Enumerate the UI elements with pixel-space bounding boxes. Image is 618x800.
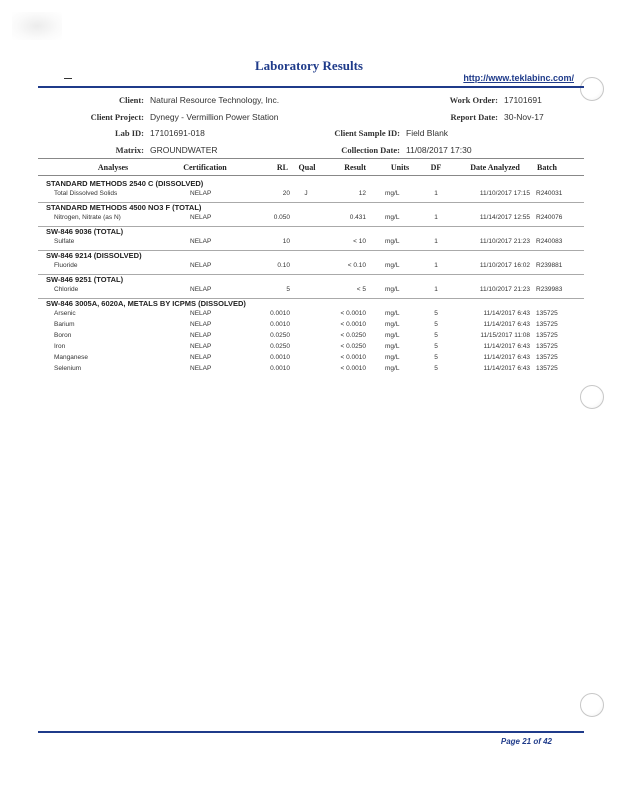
cell-rl: 10	[282, 238, 290, 245]
cell-result: < 0.0010	[340, 310, 366, 317]
col-date-analyzed: Date Analyzed	[470, 163, 520, 172]
punch-hole-bottom	[580, 693, 604, 717]
cell-certification: NELAP	[190, 354, 212, 361]
project-label: Client Project:	[90, 112, 144, 122]
cell-date-analyzed: 11/14/2017 6:43	[483, 365, 530, 372]
work-order-label: Work Order:	[449, 95, 498, 105]
cell-date-analyzed: 11/14/2017 6:43	[483, 310, 530, 317]
cell-rl: 0.0250	[270, 332, 290, 339]
cell-df: 1	[434, 286, 438, 293]
cell-result: < 0.0010	[340, 365, 366, 372]
cell-df: 1	[434, 238, 438, 245]
cell-rl: 0.050	[273, 214, 290, 221]
col-certification: Certification	[183, 163, 227, 172]
cell-units: mg/L	[385, 262, 400, 269]
cell-units: mg/L	[385, 343, 400, 350]
cell-analysis: Fluoride	[54, 262, 78, 269]
cell-certification: NELAP	[190, 190, 212, 197]
cell-date-analyzed: 11/14/2017 6:43	[483, 343, 530, 350]
cell-batch: 135725	[536, 343, 558, 350]
cell-rl: 0.0010	[270, 310, 290, 317]
col-df: DF	[430, 163, 442, 172]
column-header-rule	[38, 175, 584, 176]
cell-rl: 0.0010	[270, 365, 290, 372]
cell-batch: 135725	[536, 321, 558, 328]
cell-rl: 0.0010	[270, 321, 290, 328]
cell-units: mg/L	[385, 365, 400, 372]
cell-batch: 135725	[536, 354, 558, 361]
cell-analysis: Chloride	[54, 286, 79, 293]
cell-certification: NELAP	[190, 286, 212, 293]
cell-analysis: Arsenic	[54, 310, 76, 317]
cell-result: < 5	[356, 286, 366, 293]
cell-result: < 0.0250	[340, 332, 366, 339]
cell-batch: R240031	[536, 190, 563, 197]
lab-id-label: Lab ID:	[114, 128, 144, 138]
cell-analysis: Nitrogen, Nitrate (as N)	[54, 214, 121, 221]
cell-analysis: Total Dissolved Solids	[54, 190, 118, 197]
cell-batch: 135725	[536, 365, 558, 372]
cell-df: 5	[434, 310, 438, 317]
cell-certification: NELAP	[190, 214, 212, 221]
cell-batch: 135725	[536, 332, 558, 339]
dash-mark	[64, 78, 72, 79]
cell-date-analyzed: 11/14/2017 6:43	[483, 321, 530, 328]
cell-result: < 0.10	[347, 262, 366, 269]
collection-date-label: Collection Date:	[341, 145, 400, 155]
cell-batch: R240083	[536, 238, 563, 245]
col-qual: Qual	[298, 163, 316, 172]
punch-hole-top	[580, 77, 604, 101]
cell-analysis: Barium	[54, 321, 75, 328]
sample-id-label: Client Sample ID:	[334, 128, 400, 138]
cell-certification: NELAP	[190, 343, 212, 350]
lab-website-link[interactable]: http://www.teklabinc.com/	[463, 73, 574, 83]
section-title: SW-846 9251 (TOTAL)	[46, 275, 124, 284]
cell-rl: 0.10	[277, 262, 290, 269]
cell-batch: R240076	[536, 214, 563, 221]
cell-rl: 5	[286, 286, 290, 293]
cell-result: < 0.0010	[340, 321, 366, 328]
cell-date-analyzed: 11/10/2017 17:15	[479, 190, 530, 197]
cell-result: < 0.0010	[340, 354, 366, 361]
cell-date-analyzed: 11/14/2017 12:55	[479, 214, 530, 221]
cell-certification: NELAP	[190, 262, 212, 269]
project-value: Dynegy - Vermillion Power Station	[150, 112, 279, 122]
cell-date-analyzed: 11/14/2017 6:43	[483, 354, 530, 361]
cell-rl: 20	[282, 190, 290, 197]
cell-df: 5	[434, 343, 438, 350]
matrix-label: Matrix:	[115, 145, 144, 155]
cell-result: 12	[358, 190, 366, 197]
cell-df: 5	[434, 321, 438, 328]
cell-units: mg/L	[385, 354, 400, 361]
cell-result: < 0.0250	[340, 343, 366, 350]
section-title: SW-846 3005A, 6020A, METALS BY ICPMS (DISSOLVED)	[46, 299, 246, 308]
page-number: Page 21 of 42	[500, 737, 552, 746]
col-result: Result	[344, 163, 366, 172]
col-units: Units	[390, 163, 410, 172]
cell-df: 5	[434, 354, 438, 361]
footer-rule	[38, 731, 584, 733]
cell-result: < 10	[353, 238, 366, 245]
work-order-value: 17101691	[504, 95, 542, 105]
cell-analysis: Selenium	[54, 365, 82, 372]
cell-analysis: Manganese	[54, 354, 88, 361]
cell-units: mg/L	[385, 238, 400, 245]
scan-smudge	[12, 12, 62, 40]
header-rule-bottom	[38, 158, 584, 159]
cell-date-analyzed: 11/10/2017 21:23	[479, 286, 530, 293]
cell-df: 1	[434, 190, 438, 197]
cell-batch: R239983	[536, 286, 563, 293]
matrix-value: GROUNDWATER	[150, 145, 218, 155]
lab-id-value: 17101691-018	[150, 128, 205, 138]
punch-hole-middle	[580, 385, 604, 409]
cell-certification: NELAP	[190, 238, 212, 245]
cell-certification: NELAP	[190, 365, 212, 372]
report-date-label: Report Date:	[450, 112, 498, 122]
cell-rl: 0.0010	[270, 354, 290, 361]
cell-analysis: Boron	[54, 332, 72, 339]
collection-date-value: 11/08/2017 17:30	[406, 145, 472, 155]
cell-units: mg/L	[385, 190, 400, 197]
cell-batch: 135725	[536, 310, 558, 317]
cell-result: 0.431	[349, 214, 366, 221]
cell-units: mg/L	[385, 310, 400, 317]
report-date-value: 30-Nov-17	[504, 112, 544, 122]
cell-certification: NELAP	[190, 321, 212, 328]
cell-rl: 0.0250	[270, 343, 290, 350]
report-title: Laboratory Results	[255, 58, 363, 73]
cell-certification: NELAP	[190, 332, 212, 339]
section-title: STANDARD METHODS 2540 C (DISSOLVED)	[46, 179, 204, 188]
section-title: STANDARD METHODS 4500 NO3 F (TOTAL)	[46, 203, 202, 212]
cell-qual: J	[304, 190, 308, 197]
col-analyses: Analyses	[97, 163, 129, 172]
col-rl: RL	[276, 163, 288, 172]
cell-date-analyzed: 11/15/2017 11:08	[480, 332, 530, 339]
cell-units: mg/L	[385, 286, 400, 293]
cell-date-analyzed: 11/10/2017 16:02	[479, 262, 530, 269]
cell-date-analyzed: 11/10/2017 21:23	[479, 238, 530, 245]
cell-units: mg/L	[385, 214, 400, 221]
sample-id-value: Field Blank	[406, 128, 449, 138]
header-rule-top	[38, 86, 584, 88]
cell-df: 5	[434, 365, 438, 372]
cell-units: mg/L	[385, 321, 400, 328]
section-title: SW-846 9036 (TOTAL)	[46, 227, 124, 236]
section-title: SW-846 9214 (DISSOLVED)	[46, 251, 142, 260]
cell-analysis: Iron	[54, 343, 66, 350]
cell-certification: NELAP	[190, 310, 212, 317]
cell-units: mg/L	[385, 332, 400, 339]
cell-df: 5	[434, 332, 438, 339]
cell-df: 1	[434, 214, 438, 221]
cell-analysis: Sulfate	[54, 238, 75, 245]
col-batch: Batch	[537, 163, 557, 172]
cell-batch: R239881	[536, 262, 563, 269]
cell-df: 1	[434, 262, 438, 269]
client-value: Natural Resource Technology, Inc.	[150, 95, 280, 105]
client-label: Client:	[118, 95, 144, 105]
